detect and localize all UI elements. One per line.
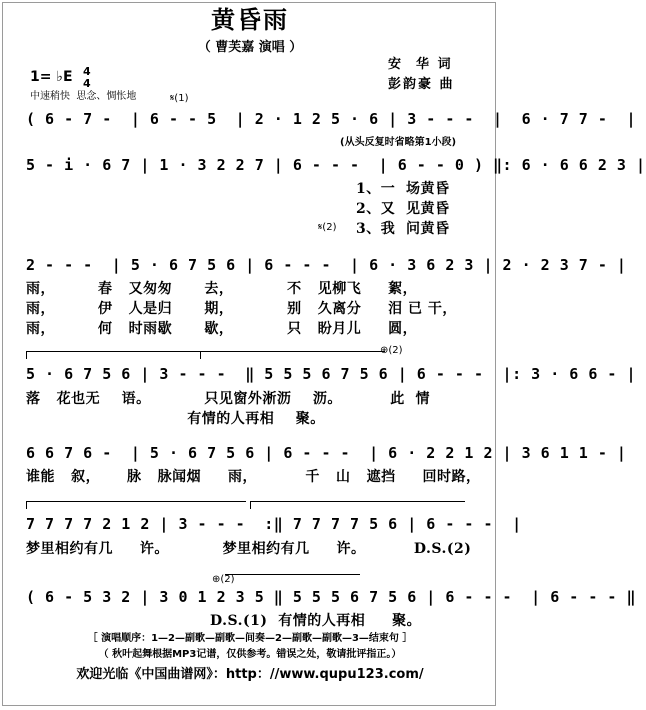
song-title: 黄昏雨 (211, 6, 289, 34)
time-signature-bottom: 4 (83, 77, 91, 90)
coda-mark: ⊕(2) (380, 345, 403, 356)
row-7-lyrics: D.S.(1) 有情的人再相 聚。 (210, 613, 422, 629)
volta-line-row6-1-start (26, 501, 27, 509)
time-signature-top: 4 (83, 65, 91, 78)
ending-line (225, 574, 360, 575)
score-row-3: 2 - - - | 5 · 6 7 5 6 | 6 - - - | 6 · 3 6 2 3 | 2 · 2 3 7 - | (26, 256, 627, 274)
volta-line-23-start (200, 351, 201, 359)
score-row-7: ( 6 - 5 3 2 | 3 0 1 2 3 5 ‖ 5 5 5 6 7 5 6 | 6 - - - | 6 - - - ‖ (26, 588, 636, 606)
row-3-lyrics-verse-3: 雨， 何 时雨歇 歇， 只 盼月儿 圆， (26, 321, 418, 337)
volta-line-23 (200, 351, 385, 352)
row-3-lyrics-verse-1: 雨， 春 又匆匆 去， 不 见柳飞 絮， (26, 281, 418, 297)
row-4-lyrics-1: 落 花也无 语。 只见窗外淅沥 沥。 此 情 (26, 391, 430, 407)
score-row-6: 7 7 7 7 2 1 2 | 3 - - - :‖ 7 7 7 7 5 6 | 6 - - - | (26, 515, 522, 533)
row-4-lyrics-2: 有情的人再相 聚。 (26, 411, 325, 427)
row-6-lyrics: 梦里相约有几 许。 梦里相约有几 许。 D.S.(2) (26, 541, 472, 557)
volta-line-1 (26, 351, 216, 352)
verse-3-intro: 3、我 问黄昏 (356, 221, 450, 237)
volta-line-row6-2 (250, 501, 465, 502)
tempo-marking: 中速稍快 思念、惆怅地 (30, 91, 137, 102)
volta-line-row6-1 (26, 501, 246, 502)
volta-line-1-start (26, 351, 27, 359)
lyricist-credit: 安 华 词 (388, 57, 453, 72)
score-row-5: 6 6 7 6 - | 5 · 6 7 5 6 | 6 - - - | 6 · 2 2 1 2 | 3 6 1 1 - | (26, 444, 627, 462)
key-signature: 1= ♭E (30, 69, 73, 85)
score-row-2: 5 - i · 6 7 | 1 · 3 2 2 7 | 6 - - - | 6 - - 0 ) ‖: 6 · 6 6 2 3 | (26, 156, 646, 174)
performance-order: ［ 演唱顺序：1—2—副歌—副歌—间奏—2—副歌—副歌—3—结束句 ］ (87, 633, 413, 644)
verse-2-intro: 2、又 见黄昏 (356, 201, 450, 217)
repeat-note: (从头反复时省略第1小段) (340, 137, 457, 148)
composer-credit: 彭韵豪 曲 (388, 77, 455, 92)
row-3-lyrics-verse-2: 雨， 伊 人是归 期， 别 久离分 泪 已 干， (26, 301, 457, 317)
row-5-lyrics: 谁能 叙， 脉 脉闻烟 雨， 千 山 遮挡 回时路， (26, 469, 481, 485)
volta-line-row6-2-start (250, 501, 251, 509)
segno-mark-1: 𝄋(1) (170, 93, 189, 104)
singer-subtitle: （ 曹芙嘉 演唱 ） (197, 40, 303, 55)
site-welcome: 欢迎光临《中国曲谱网》：http：//www.qupu123.com/ (76, 667, 424, 682)
coda-mark-2: ⊕(2) (212, 574, 235, 585)
verse-1-intro: 1、一 场黄昏 (356, 181, 450, 197)
transcriber-note: （ 秋叶起舞根据MP3记谱，仅供参考。错误之处，敬请批评指正。） (98, 649, 402, 660)
score-row-4: 5 · 6 7 5 6 | 3 - - - ‖ 5 5 5 6 7 5 6 | 6 - - - |: 3 · 6 6 - | (26, 365, 636, 383)
segno-mark-2: 𝄋(2) (318, 222, 337, 233)
score-row-1: ( 6 - 7 - | 6 - - 5 | 2 · 1 2 5 · 6 | 3 - - - | 6 · 7 7 - | (26, 110, 636, 128)
